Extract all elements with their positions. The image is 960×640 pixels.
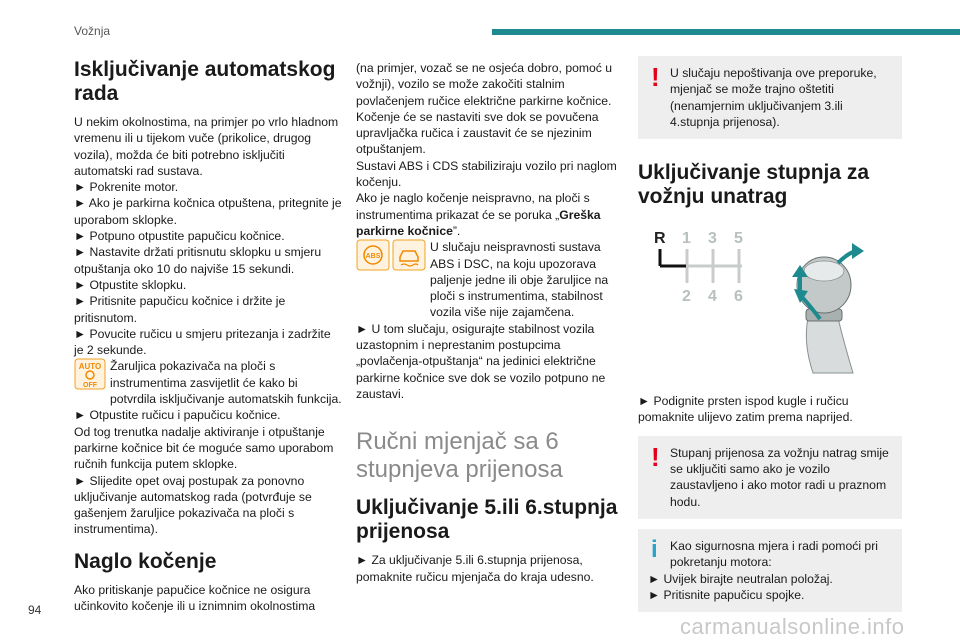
column-middle xyxy=(356,60,624,585)
watermark: carmanualsonline.info xyxy=(680,614,905,639)
paragraph xyxy=(356,190,624,239)
reverse-path xyxy=(660,249,686,266)
abs-dsc-warning-icons xyxy=(356,239,426,271)
header-accent-bar xyxy=(492,29,960,35)
step: ► Otpustite sklopku. xyxy=(74,277,187,292)
step: ► Otpustite ručicu i papučicu kočnice. xyxy=(74,408,281,423)
gear-label-2: 2 xyxy=(682,288,691,306)
gear-label-3: 3 xyxy=(708,230,717,248)
heading-disable-automatic: Isključivanje automatskog rada xyxy=(74,58,336,105)
heading-reverse-gear: Uključivanje stupnja za vožnju unatrag xyxy=(638,161,870,209)
abs-dsc-text: U slučaju neispravnosti sustava ABS i DSC, na koju upozorava paljenje jedne ili obje žaruljice na ploči s instrumentima, stabilnost vozila više nije zajamčena. xyxy=(430,240,609,320)
warning-icon: ! xyxy=(651,62,660,92)
warning-text: U slučaju nepoštivanja ove preporuke, mjenjač se može trajno oštetiti (nenamjernim uključivanjem 3.ili 4.stupnja prijenosa). xyxy=(670,66,877,129)
gear-label-r: R xyxy=(654,230,666,248)
info-text: Kao sigurnosna mjera i radi pomoći pri pokretanju motora: xyxy=(670,538,878,570)
gear-label-6: 6 xyxy=(734,288,743,306)
message-fault: Greška parkirne kočnice xyxy=(356,207,601,238)
gear-label-4: 4 xyxy=(708,288,717,306)
heading-engage-5-6: Uključivanje 5.ili 6.stupnja prijenosa xyxy=(356,496,618,544)
paragraph: Sustavi ABS i CDS stabiliziraju vozilo pri naglom kočenju. xyxy=(356,158,617,190)
heading-emergency-braking: Naglo kočenje xyxy=(74,549,217,573)
column-right xyxy=(638,56,902,612)
auto-off-top-text: AUTO xyxy=(78,362,102,372)
auto-off-icon xyxy=(74,358,106,390)
gear-boot xyxy=(806,318,853,373)
step: ► Podignite prsten ispod kugle i ručicu pomaknite ulijevo zatim prema naprijed. xyxy=(638,394,853,425)
step: ► Povucite ručicu u smjeru pritezanja i zadržite je 2 sekunde. xyxy=(74,326,331,358)
gear-shift-diagram xyxy=(638,223,868,383)
step: ► Slijedite opet ovaj postupak za ponovno uključivanje automatskog rada (potvrđuje se gašenjem žaruljice pokazivača na ploči s instrumentima). xyxy=(74,473,312,537)
auto-off-bottom-text: OFF xyxy=(83,382,97,390)
step: ► U tom slučaju, osigurajte stabilnost vozila uzastopnim i neprestanim postupcima „povlačenja-otpuštanja“ na jedinici električne parkirne kočnice sve dok se vozilo potpuno ne zaustavi. xyxy=(356,321,606,401)
chapter-title-manual-gearbox: Ručni mjenjač sa 6 stupnjeva prijenosa xyxy=(356,428,563,484)
gear-label-5: 5 xyxy=(734,230,743,248)
step: ► Nastavite držati pritisnutu sklopku u smjeru otpuštanja oko 10 do najviše 15 sekundi. xyxy=(74,245,322,276)
message-prefix: Ako je naglo kočenje neispravno, na ploči s instrumentima prikazat će se poruka „ xyxy=(356,191,590,222)
warning-box-damage xyxy=(638,56,902,139)
abs-icon-text: (ABS) xyxy=(363,253,383,261)
info-icon: i xyxy=(651,535,658,563)
paragraph: Od tog trenutka nadalje aktiviranje i otpuštanje parkirne kočnice bit će moguće samo uporabom ručnih funkcija putem sklopke. xyxy=(74,424,334,472)
message-suffix: ”. xyxy=(452,223,461,238)
step: ► Potpuno otpustite papučicu kočnice. xyxy=(74,229,285,244)
page-number: 94 xyxy=(28,603,42,617)
column-left xyxy=(74,56,342,614)
step: ► Pokrenite motor. xyxy=(74,180,179,195)
step: ► Ako je parkirna kočnica otpuštena, pritegnite je uporabom sklopke. xyxy=(74,196,342,227)
paragraph: U nekim okolnostima, na primjer po vrlo hladnom vremenu ili u tijekom vuče (prikolice, drugog vozila), možda će biti potrebno isključiti automatski rad sustava. xyxy=(74,115,339,178)
warning-box-reverse xyxy=(638,436,902,519)
abs-dsc-note xyxy=(356,239,624,320)
auto-off-text: Žaruljica pokazivača na ploči s instrumentima zasvijetlit će kako bi potvrdila isključivanje automatskih funkcija. xyxy=(110,359,342,407)
paragraph: Ako pritiskanje papučice kočnice ne osigura učinkovito kočenje ili u iznimnim okolnostima xyxy=(74,582,316,614)
auto-off-note xyxy=(74,358,342,407)
step: ► Za uključivanje 5.ili 6.stupnja prijenosa, pomaknite ručicu mjenjača do kraja udesno. xyxy=(356,553,594,584)
gear-label-1: 1 xyxy=(682,230,691,248)
info-step: ► Uvijek birajte neutralan položaj. xyxy=(648,571,833,586)
warning-icon: ! xyxy=(651,441,660,472)
step: ► Pritisnite papučicu kočnice i držite je pritisnutom. xyxy=(74,294,286,325)
warning-text: Stupanj prijenosa za vožnju natrag smije se uključiti samo ako je vozilo zaustavljeno i ako motor radi u praznom hodu. xyxy=(670,445,889,509)
paragraph: (na primjer, vozač se ne osjeća dobro, pomoć u vožnji), vozilo se može zakočiti stalnim povlačenjem ručice električne parkirne kočnice. Kočenje će se nastaviti sve dok se povučena upravljačka ručica i zaustavit će se njezinim otpuštanjem. xyxy=(356,61,613,157)
info-step: ► Pritisnite papučicu spojke. xyxy=(648,587,805,602)
info-box-safety xyxy=(638,529,902,612)
running-header: Vožnja xyxy=(74,24,111,38)
